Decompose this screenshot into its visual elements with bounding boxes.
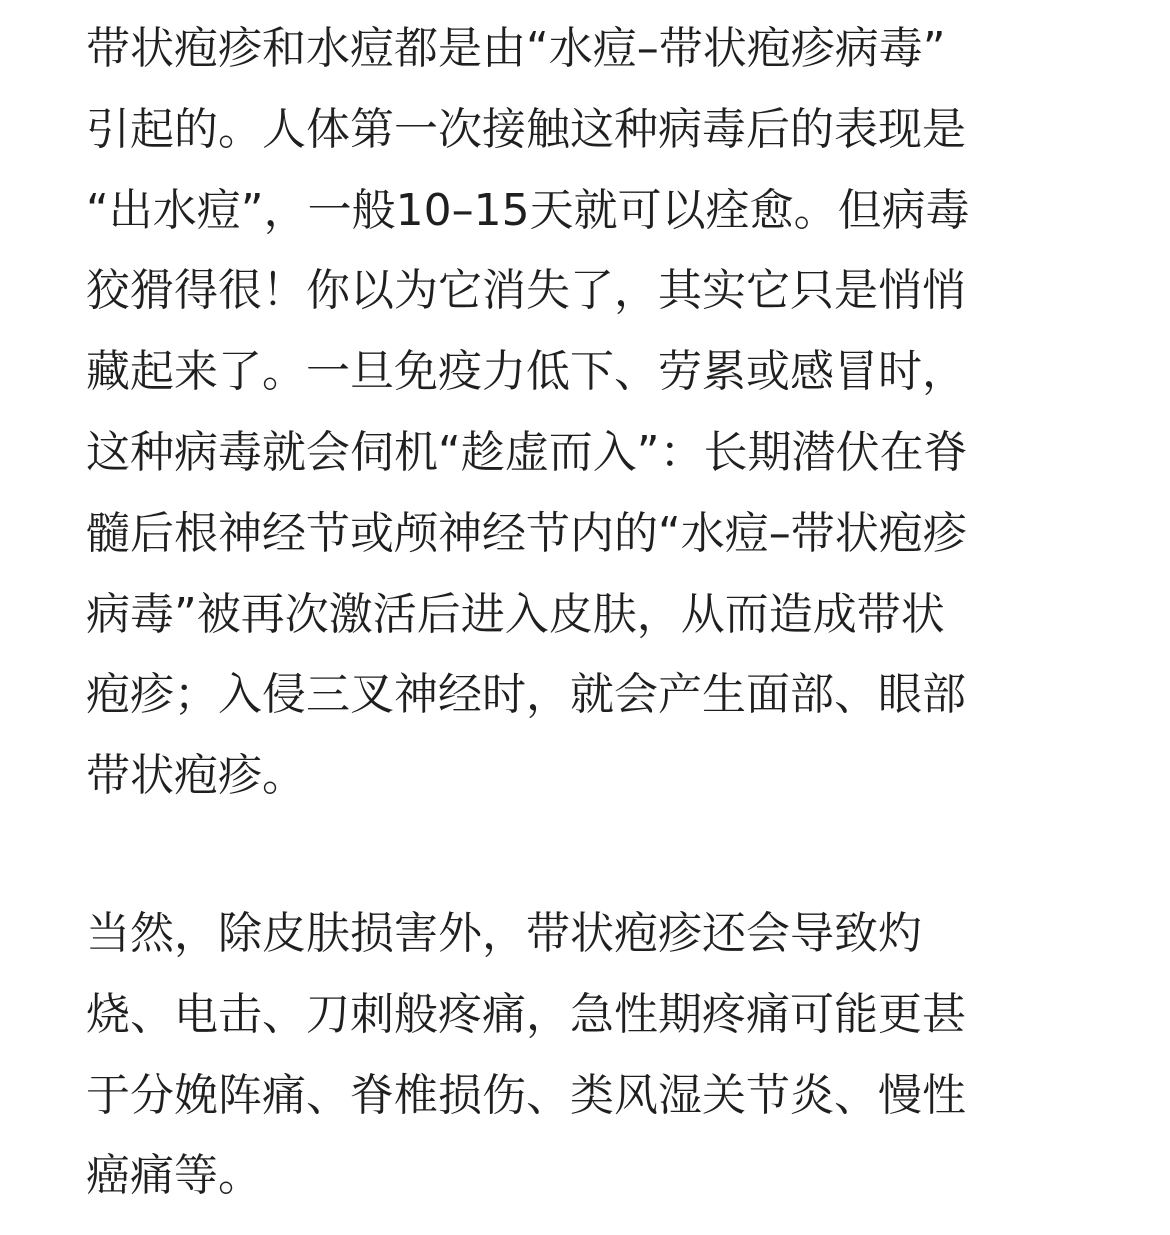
text-line: 藏起来了。一旦免疫力低下、劳累或感冒时， xyxy=(86,346,966,398)
paragraph-spacer xyxy=(86,817,1086,894)
text-line: 病毒”被再次激活后进入皮肤，从而造成带状 xyxy=(86,588,945,640)
text-line: 这种病毒就会伺机“趁虚而入”：长期潜伏在脊 xyxy=(86,426,968,478)
text-line: 引起的。人体第一次接触这种病毒后的表现是 xyxy=(86,103,966,155)
text-line: 狡猾得很！你以为它消失了，其实它只是悄悄 xyxy=(86,265,966,317)
text-line: 癌痛等。 xyxy=(86,1150,262,1202)
paragraph-virus-origin xyxy=(86,9,1086,817)
text-line: 疱疹；入侵三叉神经时，就会产生面部、眼部 xyxy=(86,669,966,721)
paragraph-pain-description xyxy=(86,894,1086,1217)
text-line: “出水痘”，一般10–15天就可以痊愈。但病毒 xyxy=(86,184,970,236)
text-line: 髓后根神经节或颅神经节内的“水痘–带状疱疹 xyxy=(86,507,967,559)
text-line: 带状疱疹和水痘都是由“水痘–带状疱疹病毒” xyxy=(86,23,946,74)
text-line: 当然，除皮肤损害外，带状疱疹还会导致灼 xyxy=(86,907,922,959)
text-line: 于分娩阵痛、脊椎损伤、类风湿关节炎、慢性 xyxy=(86,1069,966,1121)
article-body xyxy=(86,9,1086,1217)
text-line: 烧、电击、刀刺般疼痛，急性期疼痛可能更甚 xyxy=(86,988,966,1040)
text-line: 带状疱疹。 xyxy=(86,750,306,802)
